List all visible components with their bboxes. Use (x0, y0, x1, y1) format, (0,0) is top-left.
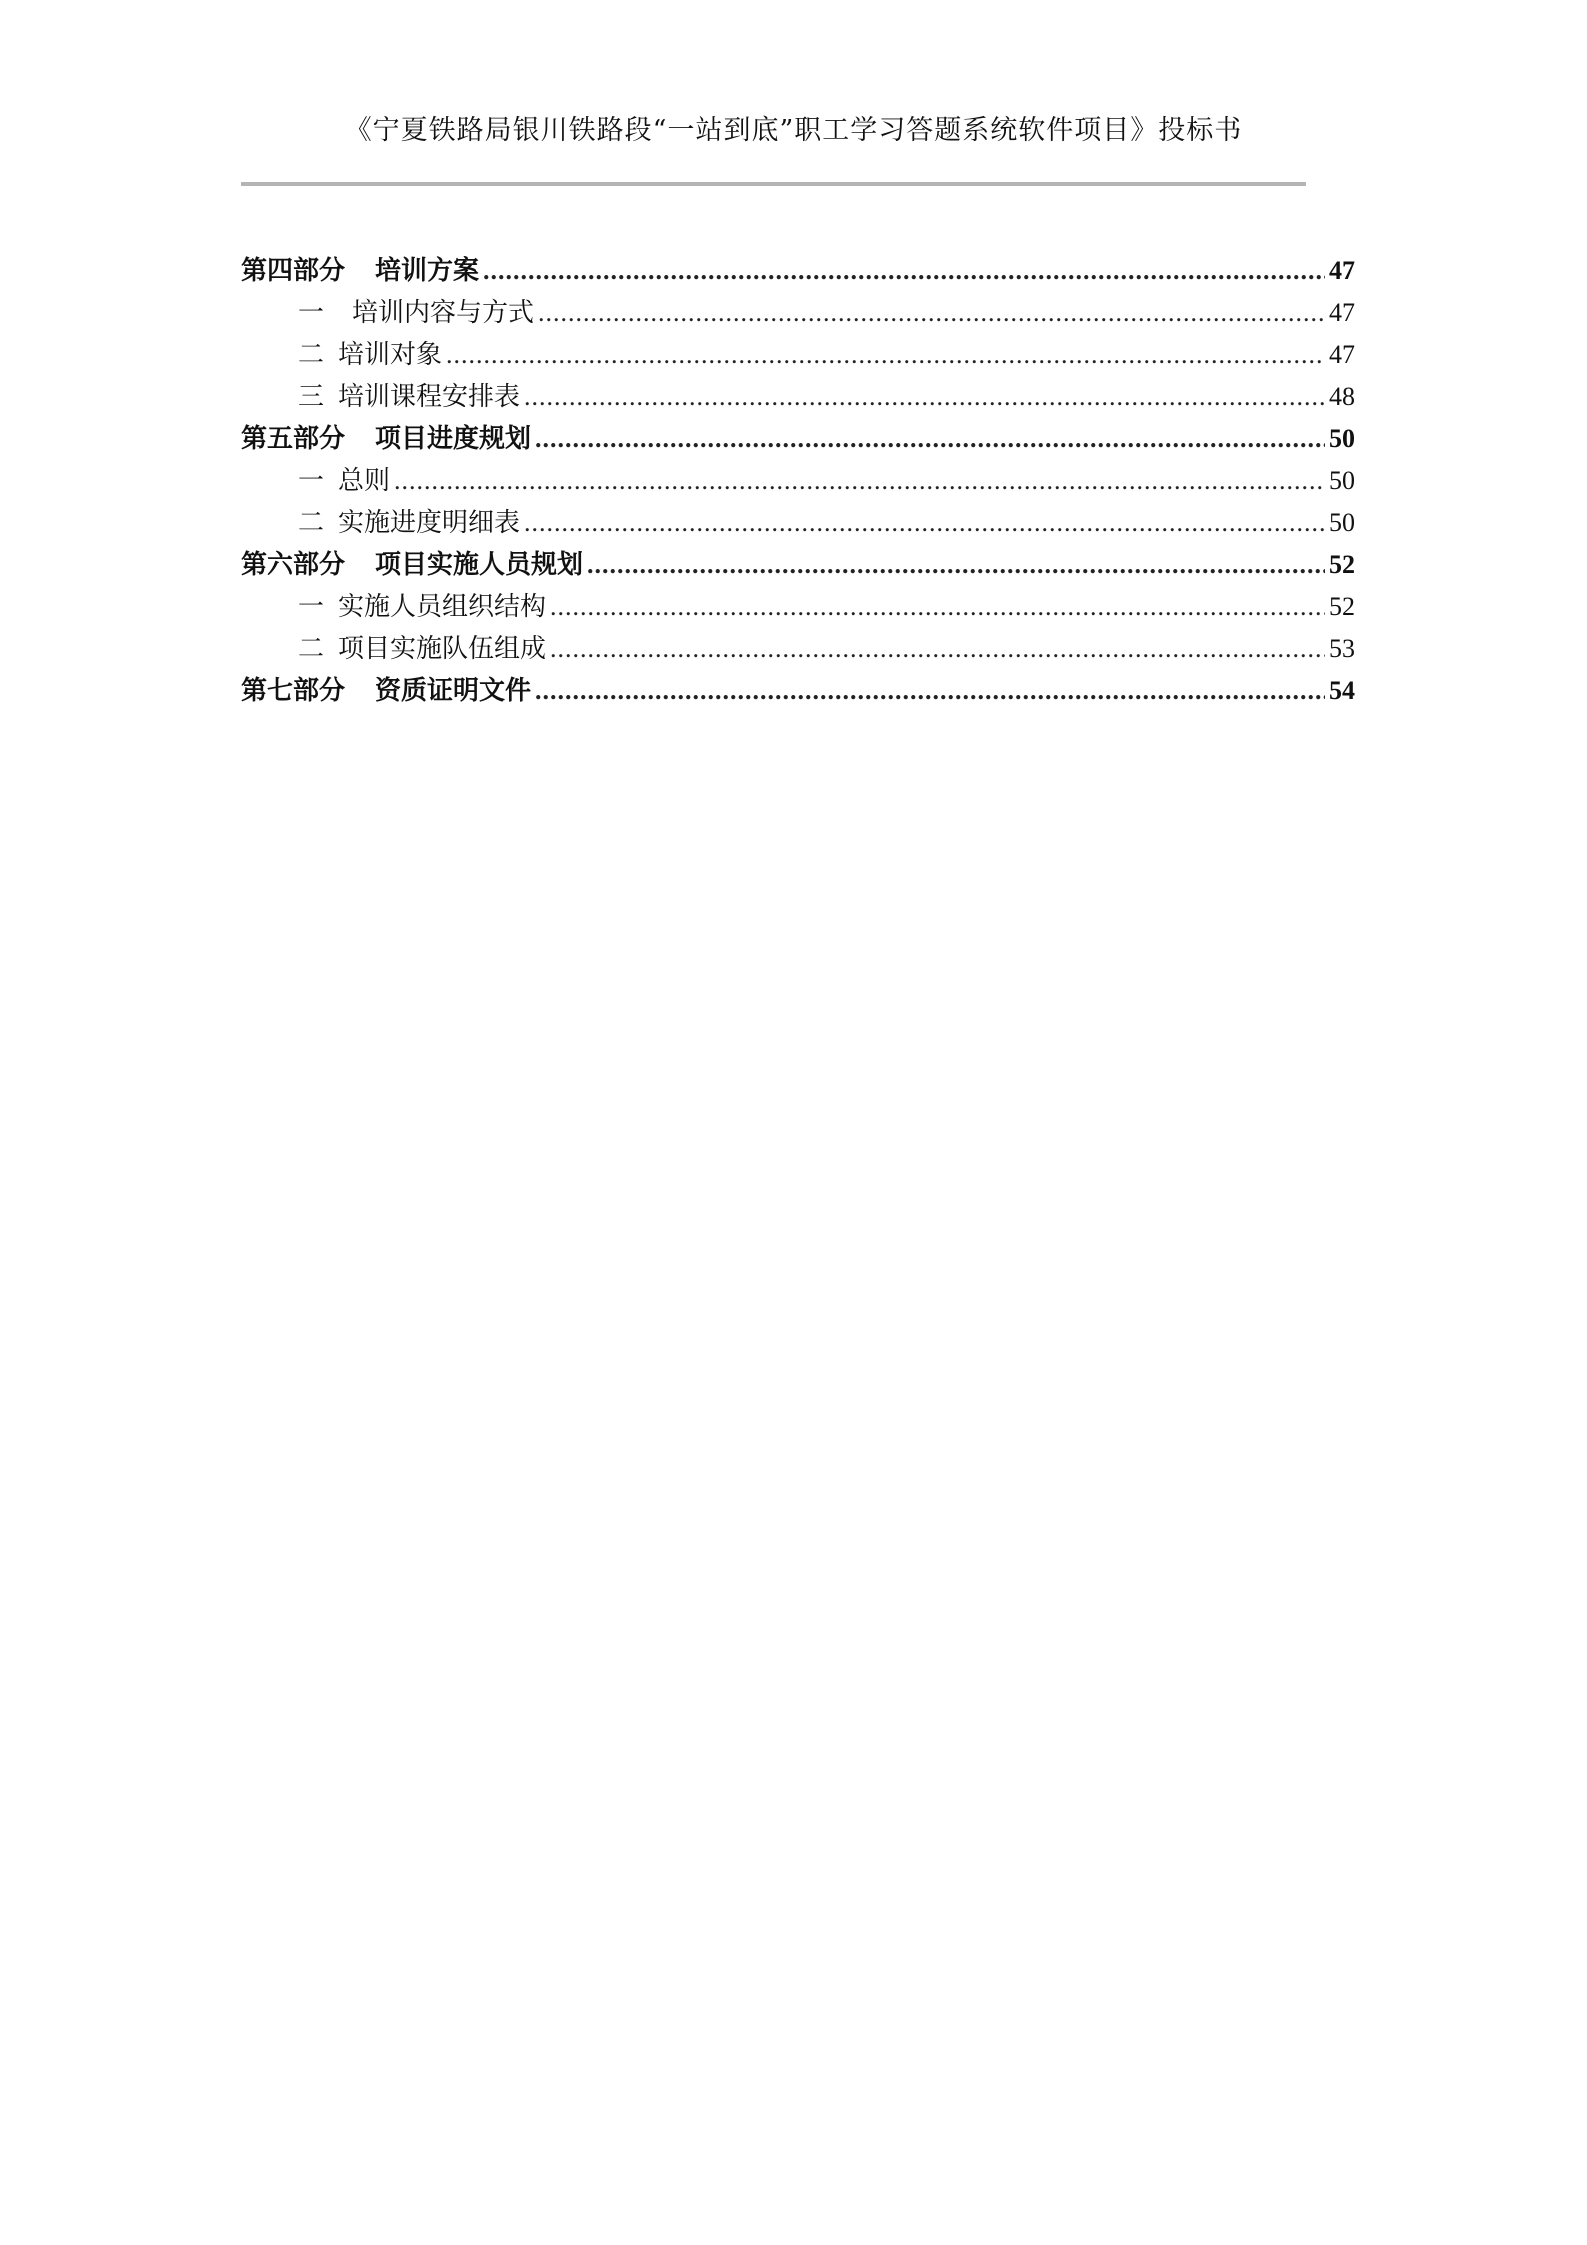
toc-entry-number: 二 (298, 508, 325, 538)
toc-entry-page: 50 (1329, 508, 1355, 537)
table-of-contents (241, 250, 1355, 712)
toc-entry-number: 第五部分 (241, 424, 346, 454)
header-rule (241, 182, 1306, 186)
toc-entry[interactable] (241, 586, 1355, 628)
toc-entry-page: 47 (1329, 340, 1355, 369)
toc-entry[interactable] (241, 670, 1355, 712)
toc-entry-number: 一 (298, 592, 325, 622)
toc-entry-title: 实施人员组织结构 (338, 592, 547, 622)
toc-leader-dots (535, 670, 1325, 712)
toc-entry-number: 二 (298, 340, 325, 370)
toc-entry[interactable] (241, 502, 1355, 544)
toc-entry-number: 三 (298, 382, 325, 412)
toc-entry-page: 47 (1329, 256, 1355, 285)
toc-entry-title: 总则 (338, 466, 391, 496)
toc-entry-number: 一 (298, 298, 325, 328)
page-header: 《宁夏铁路局银川铁路段“一站到底”职工学习答题系统软件项目》投标书 (344, 115, 1243, 146)
toc-entry-number: 一 (298, 466, 325, 496)
toc-leader-dots (550, 628, 1325, 670)
toc-entry[interactable] (241, 334, 1355, 376)
toc-entry-title: 培训方案 (375, 256, 480, 286)
toc-leader-dots (524, 376, 1325, 418)
toc-entry[interactable] (241, 292, 1355, 334)
toc-entry[interactable] (241, 628, 1355, 670)
toc-entry[interactable] (241, 250, 1355, 292)
toc-entry[interactable] (241, 544, 1355, 586)
toc-entry[interactable] (241, 376, 1355, 418)
toc-entry-title: 项目实施人员规划 (375, 550, 584, 580)
toc-entry-title: 项目实施队伍组成 (338, 634, 547, 664)
toc-leader-dots (524, 502, 1325, 544)
toc-leader-dots (550, 586, 1325, 628)
toc-leader-dots (483, 250, 1325, 292)
toc-entry-number: 第七部分 (241, 676, 346, 706)
toc-entry-number: 第四部分 (241, 256, 346, 286)
toc-entry-title: 培训内容与方式 (352, 298, 535, 328)
toc-entry-page: 53 (1329, 634, 1355, 663)
toc-entry-title: 项目进度规划 (375, 424, 532, 454)
toc-leader-dots (446, 334, 1325, 376)
toc-entry[interactable] (241, 460, 1355, 502)
toc-entry-title: 实施进度明细表 (338, 508, 521, 538)
toc-entry-title: 培训对象 (338, 340, 443, 370)
toc-entry-page: 50 (1329, 424, 1355, 453)
toc-entry-title: 资质证明文件 (375, 676, 532, 706)
toc-entry-number: 二 (298, 634, 325, 664)
toc-entry-page: 52 (1329, 592, 1355, 621)
toc-entry[interactable] (241, 418, 1355, 460)
toc-leader-dots (538, 292, 1325, 334)
toc-leader-dots (535, 418, 1325, 460)
toc-entry-page: 47 (1329, 298, 1355, 327)
toc-entry-page: 48 (1329, 382, 1355, 411)
toc-entry-title: 培训课程安排表 (338, 382, 521, 412)
toc-leader-dots (587, 544, 1325, 586)
toc-entry-page: 50 (1329, 466, 1355, 495)
toc-entry-page: 54 (1329, 676, 1355, 705)
toc-entry-number: 第六部分 (241, 550, 346, 580)
toc-entry-page: 52 (1329, 550, 1355, 579)
toc-leader-dots (394, 460, 1325, 502)
